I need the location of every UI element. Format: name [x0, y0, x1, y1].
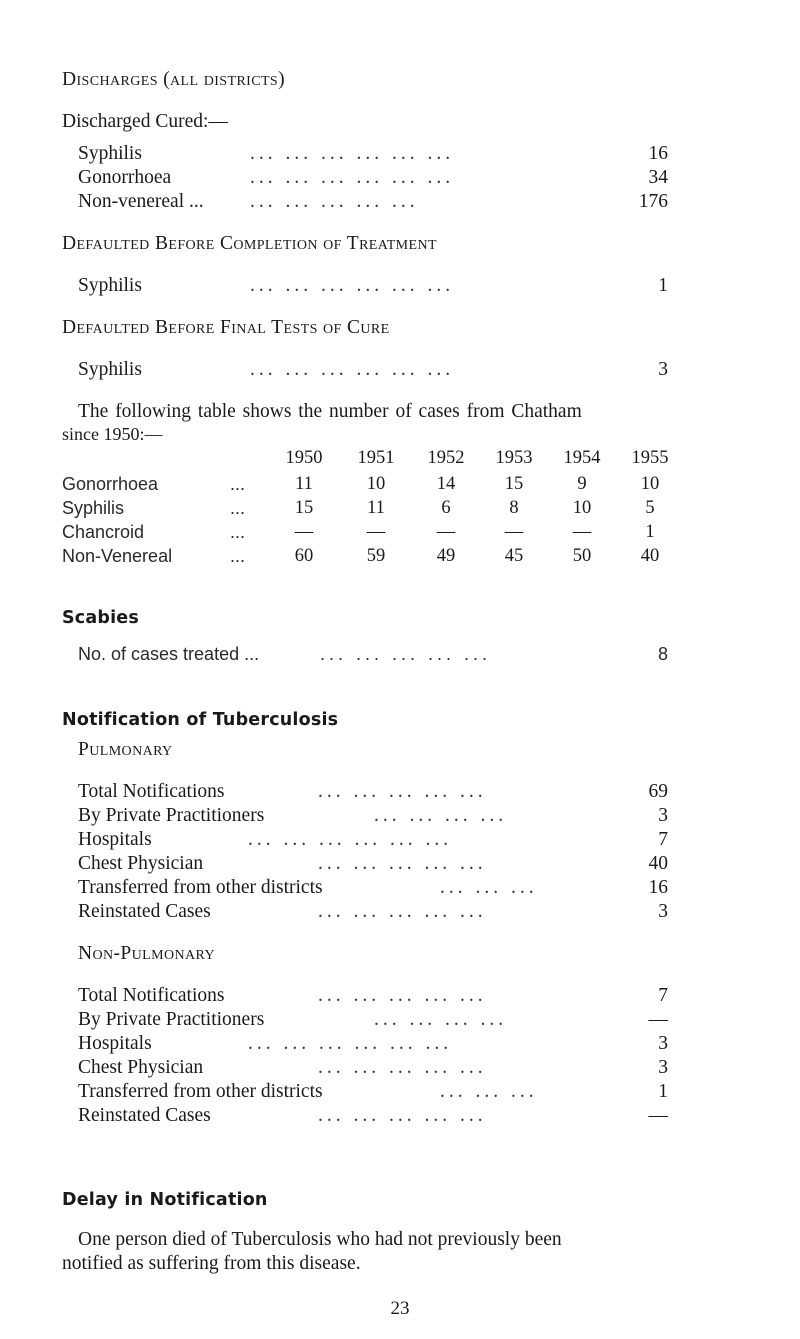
scabies-title: Scabies: [62, 608, 139, 628]
leader-dots: ... ... ... ...: [374, 805, 508, 826]
leader-dots: ...: [230, 522, 246, 542]
year-header: 1952: [427, 448, 465, 468]
page-number: 23: [390, 1298, 410, 1319]
leader-dots: ... ... ... ... ...: [318, 985, 487, 1006]
year-header: 1953: [495, 448, 533, 468]
row-value: —: [648, 1009, 668, 1030]
leader-dots: ... ... ... ... ...: [250, 191, 419, 212]
table-cell: 1: [645, 522, 655, 542]
year-header: 1951: [357, 448, 395, 468]
table-cell: 59: [366, 546, 386, 566]
year-header: 1950: [285, 448, 323, 468]
row-label: Reinstated Cases: [78, 901, 211, 922]
discharges-title: Discharges (all districts): [62, 69, 286, 90]
leader-dots: ... ... ... ... ... ...: [250, 275, 455, 296]
row-value: 40: [648, 853, 668, 874]
row-label: Gonorrhoea: [78, 167, 172, 188]
row-value: 8: [657, 644, 668, 664]
defaulted-treatment-title: Defaulted Before Completion of Treatment: [62, 233, 437, 254]
row-label: Chest Physician: [78, 853, 204, 874]
row-label: Non-venereal ...: [78, 191, 204, 212]
row-value: 34: [648, 167, 668, 188]
row-label: Total Notifications: [78, 985, 225, 1006]
table-row-label: Gonorrhoea: [62, 474, 159, 494]
table-cell: 11: [367, 498, 385, 518]
leader-dots: ... ... ... ... ...: [318, 853, 487, 874]
table-cell: 14: [436, 474, 456, 494]
table-cell: 8: [509, 498, 519, 518]
table-cell: 10: [640, 474, 660, 494]
table-row-label: Non-Venereal: [62, 546, 173, 566]
leader-dots: ... ... ... ...: [374, 1009, 508, 1030]
delay-title: Delay in Notification: [62, 1190, 268, 1210]
row-label: By Private Practitioners: [78, 1009, 265, 1030]
leader-dots: ... ... ... ... ... ...: [248, 829, 453, 850]
leader-dots: ...: [230, 474, 246, 494]
row-label: Hospitals: [78, 829, 152, 850]
row-value: 3: [658, 359, 668, 380]
chatham-intro-cont: since 1950:—: [62, 424, 163, 444]
table-cell: —: [366, 522, 386, 542]
row-value: 16: [648, 877, 668, 898]
row-value: 1: [658, 275, 668, 296]
table-cell: 10: [572, 498, 592, 518]
row-value: 3: [658, 1033, 668, 1054]
table-cell: —: [436, 522, 456, 542]
non-pulmonary-title: Non-Pulmonary: [78, 943, 215, 964]
leader-dots: ... ... ...: [440, 877, 538, 898]
discharged-cured-label: Discharged Cured:—: [62, 111, 228, 132]
table-cell: 10: [366, 474, 386, 494]
table-cell: 6: [441, 498, 451, 518]
delay-paragraph-line: notified as suffering from this disease.: [62, 1253, 361, 1274]
row-value: 1: [658, 1081, 668, 1102]
table-cell: 11: [295, 474, 313, 494]
row-label: Syphilis: [78, 143, 142, 164]
table-cell: 60: [294, 546, 314, 566]
row-value: 69: [648, 781, 668, 802]
table-cell: —: [504, 522, 524, 542]
pulmonary-title: Pulmonary: [78, 739, 173, 760]
table-cell: 40: [640, 546, 660, 566]
table-cell: —: [572, 522, 592, 542]
leader-dots: ... ... ... ... ...: [320, 644, 492, 664]
leader-dots: ... ... ... ... ... ...: [248, 1033, 453, 1054]
table-cell: 5: [645, 498, 655, 518]
leader-dots: ... ... ... ... ... ...: [250, 143, 455, 164]
row-label: No. of cases treated ...: [78, 644, 260, 664]
leader-dots: ...: [230, 498, 246, 518]
row-value: 3: [658, 901, 668, 922]
row-label: Hospitals: [78, 1033, 152, 1054]
row-label: Transferred from other districts: [78, 877, 323, 898]
table-row-label: Syphilis: [62, 498, 125, 518]
table-cell: —: [294, 522, 314, 542]
leader-dots: ... ... ...: [440, 1081, 538, 1102]
delay-paragraph-line: One person died of Tuberculosis who had not previously been: [78, 1229, 562, 1250]
leader-dots: ... ... ... ... ...: [318, 1057, 487, 1078]
row-value: —: [648, 1105, 668, 1126]
table-cell: 50: [572, 546, 592, 566]
table-cell: 9: [577, 474, 587, 494]
table-row-label: Chancroid: [62, 522, 145, 542]
row-label: Syphilis: [78, 359, 142, 380]
table-cell: 15: [504, 474, 524, 494]
leader-dots: ... ... ... ... ... ...: [250, 359, 455, 380]
row-label: Reinstated Cases: [78, 1105, 211, 1126]
table-cell: 49: [436, 546, 456, 566]
table-cell: 15: [294, 498, 314, 518]
row-label: Transferred from other districts: [78, 1081, 323, 1102]
row-value: 7: [658, 985, 668, 1006]
defaulted-tests-title: Defaulted Before Final Tests of Cure: [62, 317, 390, 338]
year-header: 1955: [631, 448, 669, 468]
row-value: 7: [658, 829, 668, 850]
leader-dots: ... ... ... ... ...: [318, 781, 487, 802]
tuberculosis-title: Notification of Tuberculosis: [62, 710, 339, 730]
row-value: 16: [648, 143, 668, 164]
year-header: 1954: [563, 448, 601, 468]
row-label: Total Notifications: [78, 781, 225, 802]
row-value: 176: [638, 191, 668, 212]
row-value: 3: [658, 805, 668, 826]
table-cell: 45: [504, 546, 524, 566]
leader-dots: ... ... ... ... ... ...: [250, 167, 455, 188]
row-label: Chest Physician: [78, 1057, 204, 1078]
row-label: By Private Practitioners: [78, 805, 265, 826]
leader-dots: ... ... ... ... ...: [318, 901, 487, 922]
row-label: Syphilis: [78, 275, 142, 296]
chatham-intro: The following table shows the number of cases from Chatham: [78, 401, 582, 422]
row-value: 3: [658, 1057, 668, 1078]
leader-dots: ... ... ... ... ...: [318, 1105, 487, 1126]
leader-dots: ...: [230, 546, 246, 566]
